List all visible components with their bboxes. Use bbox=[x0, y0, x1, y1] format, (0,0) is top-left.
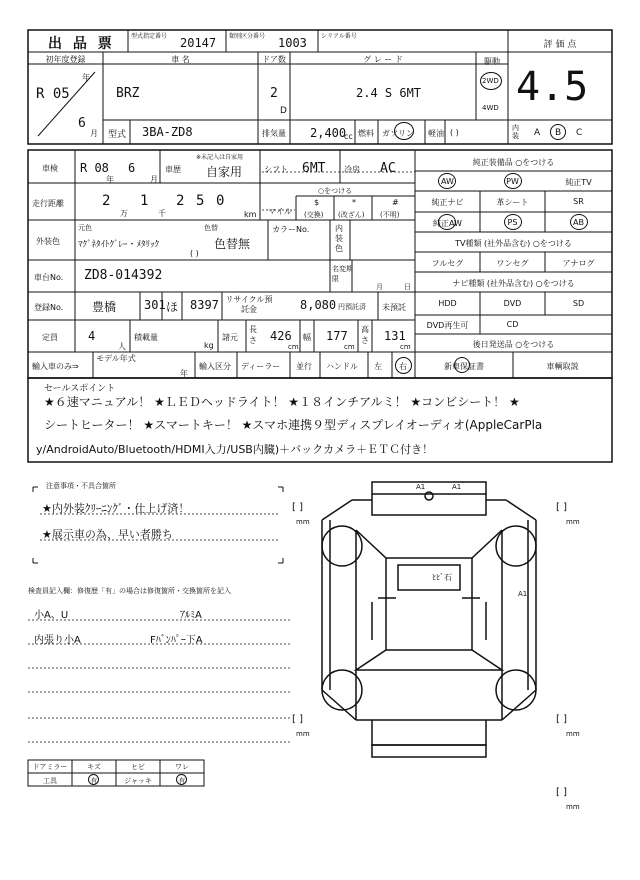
drive-2wd: 2WD bbox=[482, 77, 499, 85]
score-label: 評 価 点 bbox=[543, 40, 577, 50]
reg-kana: ほ bbox=[166, 300, 179, 314]
mm-box-rr: [ ] bbox=[556, 714, 567, 725]
legend-ware: ワレ bbox=[175, 763, 189, 771]
tv-oneseg: ワンセグ bbox=[496, 259, 529, 268]
grade-value: 2.4 S 6MT bbox=[356, 86, 422, 100]
mileage-unknown-sym: # bbox=[392, 198, 399, 207]
mileage-man: 万 bbox=[120, 209, 128, 218]
mileage-sen: 千 bbox=[158, 209, 166, 218]
diagram-a1-right: A1 bbox=[518, 590, 528, 598]
inspection-month: 6 bbox=[128, 161, 136, 175]
paint-value: 色替無 bbox=[214, 237, 251, 251]
import-category-label: 輸入区分 bbox=[199, 362, 231, 371]
mileage-digit-5: 0 bbox=[216, 193, 225, 209]
history-label: 車歴 bbox=[165, 165, 181, 174]
interior-b: B bbox=[555, 128, 562, 138]
model-year-unit: 年 bbox=[180, 369, 188, 378]
first-reg-era: R 05 bbox=[36, 86, 70, 102]
inspector-note-1b: ｱﾙﾐA bbox=[180, 610, 202, 621]
equip-ps-circle bbox=[504, 214, 522, 230]
displacement-unit: cc bbox=[344, 132, 353, 141]
history-note: ※未記入は自家用 bbox=[196, 154, 244, 161]
inspection-month-unit: 月 bbox=[150, 175, 158, 184]
equip-aw: AW bbox=[441, 177, 454, 186]
doors-value: 2 bbox=[270, 86, 278, 101]
navi-type-title: ナビ種類 (社外品含む) ○をつける bbox=[452, 279, 575, 288]
dims-label: 諸元 bbox=[222, 333, 238, 342]
length-unit: cm bbox=[288, 343, 299, 351]
import-parallel: 並行 bbox=[296, 362, 312, 371]
mm-unit-rr: mm bbox=[566, 730, 580, 738]
doors-label: ドア数 bbox=[262, 55, 286, 64]
mileage-tamper: (改ざん) bbox=[338, 211, 365, 219]
first-reg-month: 6 bbox=[78, 116, 86, 131]
reg-place: 豊橋 bbox=[92, 300, 117, 314]
capacity-label: 定員 bbox=[42, 333, 58, 342]
color-no-label: カラーNo. bbox=[272, 225, 310, 234]
notes-line-1: ★内外装ｸﾘｰﾆﾝｸﾞ・仕上げ済！ bbox=[42, 502, 190, 515]
length-label: 長さ bbox=[249, 325, 257, 345]
drive-label: 駆動 bbox=[484, 57, 500, 66]
equipment-title: 純正装備品 ○をつける bbox=[472, 158, 555, 167]
notes-line-2: ★展示車の為、早い者勝ち bbox=[42, 528, 173, 541]
original-color: ﾏｸﾞﾈﾀｲﾄｸﾞﾚｰ・ﾒﾀﾘｯｸ bbox=[78, 240, 160, 250]
mm-box-rl: [ ] bbox=[292, 714, 303, 725]
car-name-label: 車 名 bbox=[171, 55, 190, 64]
equip-aw2-circle bbox=[438, 214, 456, 230]
fuel-other: ( ) bbox=[450, 128, 459, 137]
model-value: 3BA-ZD8 bbox=[142, 125, 193, 139]
mileage-unit: km bbox=[244, 210, 257, 219]
jack-circle bbox=[176, 774, 187, 785]
legend-kizu: キズ bbox=[87, 763, 101, 771]
reg-label: 登録No. bbox=[34, 303, 64, 312]
navi-sd: SD bbox=[572, 299, 585, 308]
legend-hibi: ヒビ bbox=[131, 763, 145, 771]
new-car-warranty: 新車保証書 bbox=[444, 362, 484, 371]
form-title: 出 品 票 bbox=[48, 36, 115, 52]
equip-tv: 純正TV bbox=[565, 178, 592, 187]
width-unit: cm bbox=[344, 343, 355, 351]
equip-aw-circle bbox=[438, 173, 456, 189]
handle-label: ハンドル bbox=[326, 362, 358, 371]
length-value: 426 bbox=[270, 329, 292, 343]
model-label: 型式 bbox=[108, 130, 127, 140]
equip-aw2: 純正AW bbox=[433, 219, 462, 228]
paint-label: 色替 bbox=[204, 224, 218, 232]
handle-right-circle bbox=[395, 357, 412, 374]
legend-jack-value: 有 bbox=[178, 777, 186, 785]
mileage-digit-3: 2 bbox=[176, 193, 185, 209]
fuel-diesel: 軽油 bbox=[428, 129, 444, 138]
sales-line-2: シートヒーター！ ★スマートキー！ ★スマホ連携９型ディスプレイオーディオ(AppleCarPla bbox=[44, 418, 543, 432]
category-number: 1003 bbox=[278, 36, 307, 50]
meihen-label: 名変期限 bbox=[332, 265, 353, 283]
inspection-era: R 08 bbox=[80, 161, 109, 175]
recycle-unit: 円預託済 bbox=[338, 303, 366, 311]
mileage-digit-2: 1 bbox=[140, 193, 149, 209]
reg-number: 8397 bbox=[190, 298, 219, 312]
legend-door-mirror: ドアミラー bbox=[32, 763, 68, 771]
mm-unit-fr: mm bbox=[566, 518, 580, 526]
diagram-hibi: ﾋﾋﾞ石 bbox=[432, 573, 452, 582]
first-reg-label: 初年度登録 bbox=[45, 55, 86, 64]
meihen-day: 日 bbox=[404, 283, 411, 291]
interior-c: C bbox=[576, 128, 583, 138]
category-label: 類別区分番号 bbox=[229, 33, 266, 40]
later-items-title: 後日発送品 ○をつける bbox=[472, 340, 555, 349]
meihen-month: 月 bbox=[376, 283, 383, 291]
legend-jack: ジャッキ bbox=[124, 777, 152, 785]
exterior-label: 外装色 bbox=[36, 237, 60, 246]
inspection-year-unit: 年 bbox=[106, 175, 114, 184]
mm-unit-rl: mm bbox=[296, 730, 310, 738]
designation-label: 型式指定番号 bbox=[131, 33, 168, 40]
navi-dvd-play: DVD再生可 bbox=[426, 321, 469, 330]
sales-point-label: セールスポイント bbox=[44, 384, 116, 394]
legend-tool-value: 有 bbox=[90, 777, 98, 785]
doors-sub: D bbox=[280, 106, 287, 116]
equip-sr: SR bbox=[573, 197, 584, 206]
diagram-a1-front-1: A1 bbox=[416, 483, 426, 491]
equip-ab-circle bbox=[570, 214, 588, 230]
drive-4wd: 4WD bbox=[482, 104, 499, 112]
load-unit: kg bbox=[204, 341, 214, 350]
mm-box-fl: [ ] bbox=[292, 502, 303, 513]
drive-2wd-circle bbox=[480, 72, 502, 90]
warranty-circle bbox=[454, 357, 470, 373]
height-unit: cm bbox=[400, 343, 411, 351]
inspector-note-2a: 内張り小A bbox=[34, 635, 81, 646]
width-value: 177 bbox=[326, 329, 348, 343]
width-label: 幅 bbox=[303, 333, 311, 342]
recycle-value: 8,080 bbox=[300, 298, 337, 312]
interior-a: A bbox=[534, 128, 541, 138]
history-value: 自家用 bbox=[206, 165, 243, 179]
tool-circle bbox=[88, 774, 99, 785]
equip-pw-circle bbox=[504, 173, 522, 189]
equip-pw: PW bbox=[506, 177, 519, 186]
serial-label: シリアル番号 bbox=[321, 33, 357, 40]
mileage-tamper-sym: * bbox=[352, 198, 356, 207]
chassis-value: ZD8-014392 bbox=[84, 268, 163, 283]
tv-type-title: TV種類 (社外品含む) ○をつける bbox=[455, 239, 572, 248]
capacity-unit: 人 bbox=[118, 342, 126, 351]
navi-cd: CD bbox=[506, 320, 519, 329]
mileage-exchange-sym: $ bbox=[314, 198, 320, 207]
import-label: 輸入車のみ⇒ bbox=[32, 362, 79, 371]
inspector-note-2b: Fﾊﾞﾝﾊﾟｰ下A bbox=[150, 635, 203, 646]
mileage-digit-1: 2 bbox=[102, 193, 111, 209]
ac-value: AC bbox=[380, 161, 396, 176]
handle-left: 左 bbox=[374, 362, 382, 371]
recycle-label: リサイクル預託金 bbox=[225, 295, 273, 314]
fuel-gasoline: ガソリン bbox=[382, 129, 414, 138]
original-color-label: 元色 bbox=[78, 224, 92, 232]
notes-label: 注意事項・不具合箇所 bbox=[46, 482, 116, 490]
chassis-label: 車台No. bbox=[34, 273, 64, 282]
handle-right: 右 bbox=[399, 362, 407, 371]
navi-dvd: DVD bbox=[503, 299, 522, 308]
mm-box-spare: [ ] bbox=[556, 787, 567, 798]
interior-label: 内装 bbox=[512, 124, 519, 140]
tv-analog: アナログ bbox=[562, 259, 595, 268]
import-dealer: ディーラー bbox=[241, 362, 281, 371]
fuel-label: 燃料 bbox=[358, 129, 374, 138]
car-name: BRZ bbox=[116, 86, 140, 101]
mileage-exchange: (交換) bbox=[304, 211, 324, 219]
car-diagram bbox=[322, 482, 536, 757]
inspection-label: 車検 bbox=[42, 164, 58, 173]
year-unit: 年 bbox=[82, 73, 90, 82]
equip-ab: AB bbox=[573, 218, 584, 227]
vehicle-manual: 車輌取説 bbox=[546, 362, 579, 371]
ac-label: 冷房 bbox=[344, 165, 360, 174]
capacity-value: 4 bbox=[88, 329, 96, 343]
equip-ps: PS bbox=[507, 218, 518, 227]
fuel-gasoline-circle bbox=[394, 122, 414, 140]
navi-hdd: HDD bbox=[438, 299, 457, 308]
shift-label: シフト bbox=[264, 165, 288, 174]
mileage-circle-note: ○をつける bbox=[318, 187, 353, 195]
mm-unit-fl: mm bbox=[296, 518, 310, 526]
sales-line-1: ★６速マニュアル！ ★ＬＥＤヘッドライト！ ★１８インチアルミ！ ★コンビシート！ ★ bbox=[44, 395, 520, 409]
height-label: 高さ bbox=[361, 325, 369, 345]
mm-box-fr: [ ] bbox=[556, 502, 567, 513]
mileage-mile: マイル bbox=[268, 207, 292, 216]
legend-tool: 工具 bbox=[43, 777, 57, 785]
diagram-a1-front-2: A1 bbox=[452, 483, 462, 491]
height-value: 131 bbox=[384, 329, 406, 343]
equip-navi: 純正ナビ bbox=[431, 198, 464, 207]
recycle-none: 未預託 bbox=[382, 303, 406, 312]
displacement-label: 排気量 bbox=[262, 129, 286, 138]
interior-color-label: 内装色 bbox=[335, 224, 343, 253]
sales-line-3: y/AndroidAuto/Bluetooth/HDMI入力/USB内臓)＋バックカメラ＋ＥＴＣ付き！ bbox=[36, 443, 434, 456]
reg-class: 301 bbox=[144, 298, 166, 312]
shift-value: 6MT bbox=[302, 161, 326, 176]
paint-paren: ( ) bbox=[190, 249, 199, 258]
equip-leather: 革シート bbox=[496, 198, 529, 207]
grade-label: グ レ ー ド bbox=[363, 55, 403, 64]
inspector-label: 検査員記入欄：修復歴「有」の場合は修復箇所・交換箇所を記入 bbox=[28, 587, 231, 595]
interior-b-circle bbox=[550, 124, 566, 140]
mileage-label: 走行距離 bbox=[32, 199, 64, 208]
model-year-label: モデル年式 bbox=[96, 354, 136, 363]
mm-unit-spare: mm bbox=[566, 803, 580, 811]
tv-fullseg: フルセグ bbox=[431, 259, 464, 268]
inspector-note-1a: 小A、U bbox=[34, 610, 69, 621]
mileage-unknown: (不明) bbox=[380, 211, 400, 219]
month-unit: 月 bbox=[90, 129, 98, 138]
designation-number: 20147 bbox=[180, 36, 217, 50]
displacement-value: 2,400 bbox=[310, 126, 347, 140]
score-value: 4.5 bbox=[516, 64, 589, 110]
mileage-digit-4: 5 bbox=[196, 193, 205, 209]
load-label: 積載量 bbox=[134, 333, 158, 342]
